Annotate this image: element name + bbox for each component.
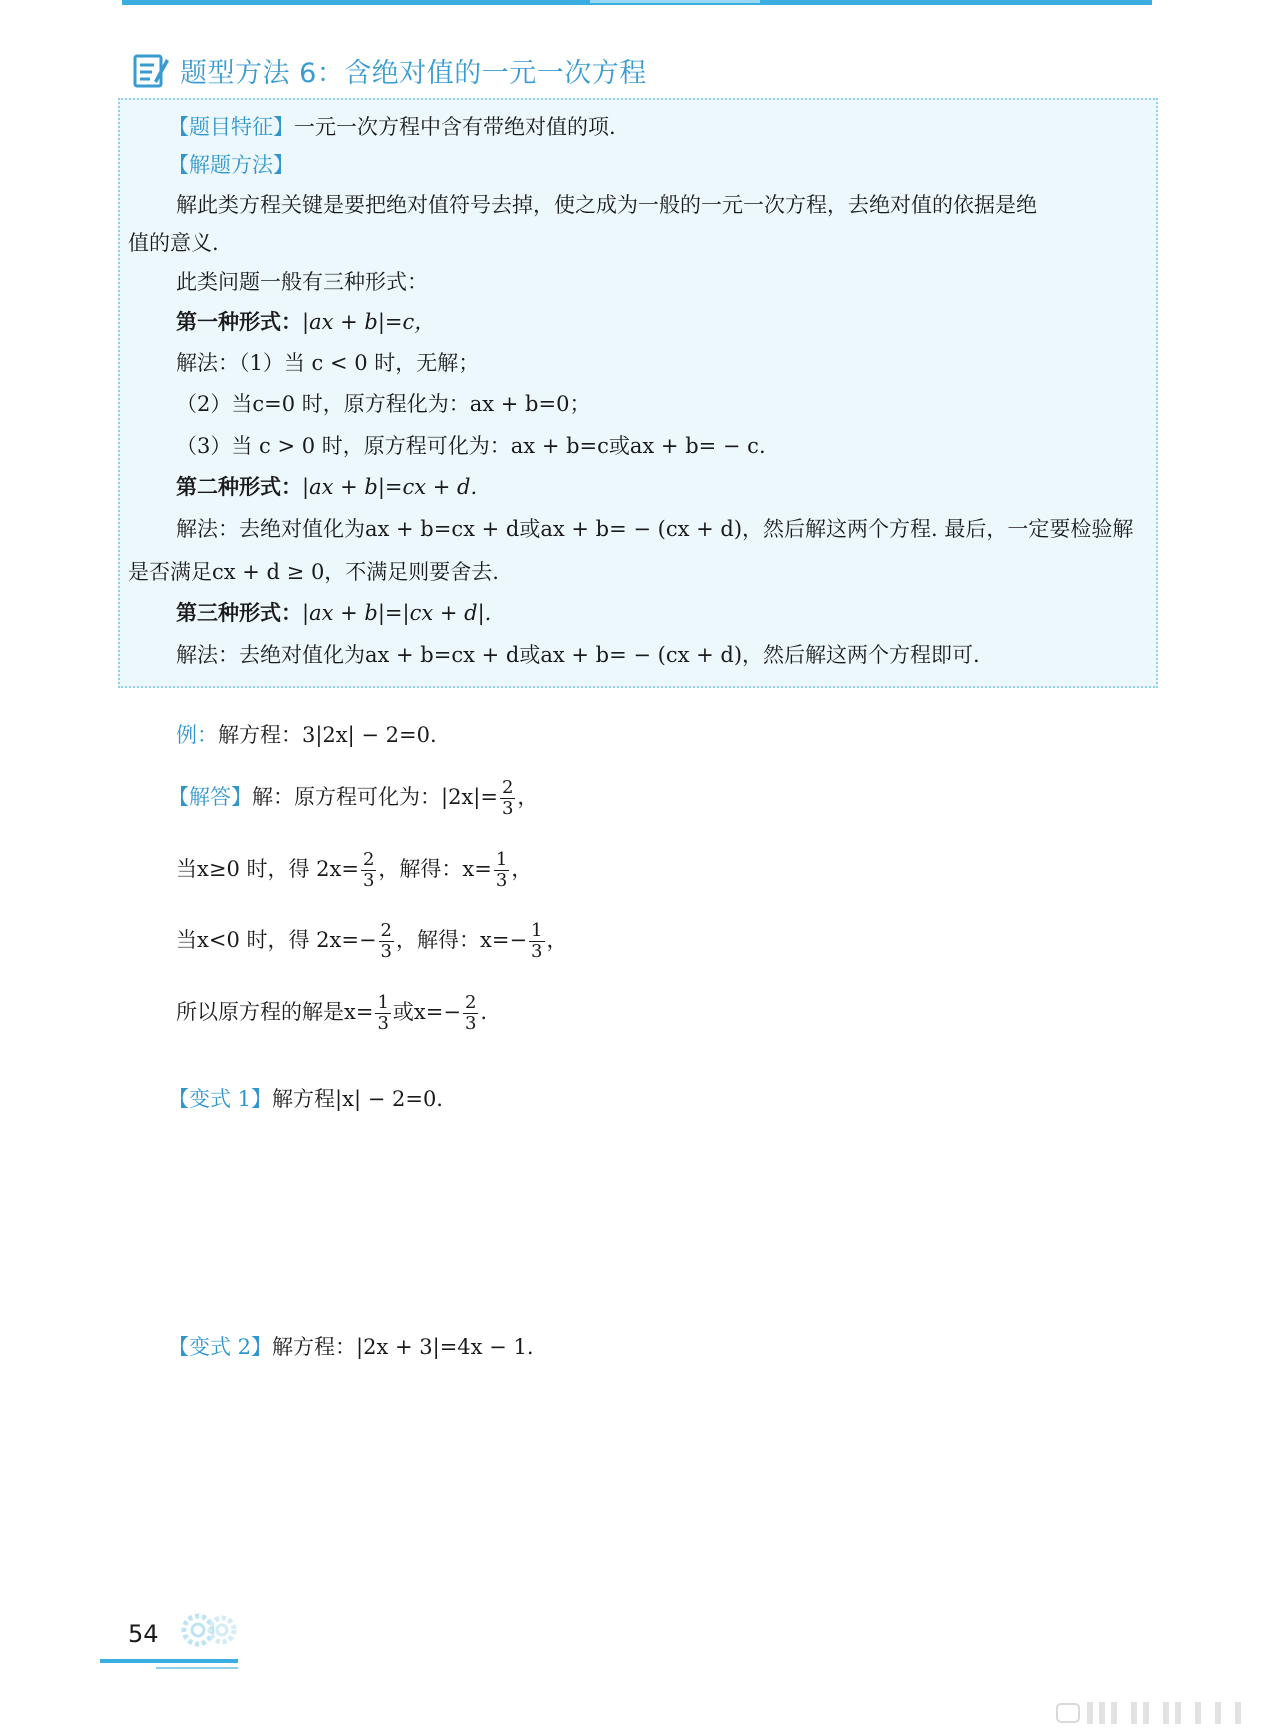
- feature-line: [168, 112, 616, 142]
- example-tag: 例：: [176, 723, 218, 747]
- form2-expr: |ax + b|=cx + d.: [302, 475, 478, 499]
- answer-line-2: 当x≥0 时，得 2x= $\frac{2}{3}$ ，解得：x= $\frac{1}{3}$ ，: [176, 849, 533, 891]
- answer-tag: 【解答】: [168, 785, 252, 809]
- method-tag: 【解题方法】: [168, 153, 294, 177]
- form2-label: 第二种形式：: [176, 474, 302, 499]
- form3-label: 第三种形式：: [176, 600, 302, 625]
- form2-line: [176, 472, 477, 502]
- fraction: $\frac{1}{3}$: [531, 920, 543, 962]
- footer-rule-secondary: [156, 1667, 238, 1669]
- section-title: 题型方法 6：含绝对值的一元一次方程: [180, 57, 647, 89]
- gear-decoration-icon: [176, 1605, 240, 1655]
- fraction: $\frac{1}{3}$: [495, 849, 508, 891]
- variant-2-line: [168, 1332, 534, 1362]
- form1-case3: （3）当 c > 0 时，原方程可化为：ax + b=c或ax + b= − c.: [176, 434, 766, 458]
- variant-2-tag: 【变式 2】: [168, 1335, 273, 1359]
- feature-tag: 【题目特征】: [168, 115, 294, 139]
- example-problem-line: [176, 720, 437, 750]
- answer-line-4: 所以原方程的解是x= $\frac{1}{3}$ 或x=− $\frac{2}{3}$ .: [176, 992, 488, 1034]
- form1-case1: 解法：（1）当 c < 0 时，无解；: [176, 351, 480, 375]
- feature-text: 一元一次方程中含有带绝对值的项.: [294, 115, 616, 139]
- paragraph-1-line-2: 值的意义.: [128, 231, 219, 255]
- fraction: $\frac{1}{3}$: [377, 992, 389, 1034]
- variant-2-text: 解方程：|2x + 3|=4x − 1.: [272, 1335, 534, 1359]
- paragraph-2: 此类问题一般有三种形式：: [176, 270, 428, 294]
- form3-solution: 解法：去绝对值化为ax + b=cx + d或ax + b= − (cx + d)，然后解这两个方程即可.: [176, 643, 980, 667]
- fraction: $\frac{2}{3}$: [380, 920, 392, 962]
- variant-1-tag: 【变式 1】: [168, 1087, 273, 1111]
- answer-lead: 解：原方程可化为：|2x|=: [252, 785, 498, 809]
- form1-expr: |ax + b|=c，: [302, 310, 436, 334]
- section-header: [132, 50, 647, 90]
- answer-line-3: 当x<0 时，得 2x=− $\frac{2}{3}$ ，解得：x=− $\frac{1}{3}$ ，: [176, 920, 568, 962]
- example-problem: 解方程：3|2x| − 2=0.: [218, 723, 437, 747]
- fraction: $\frac{2}{3}$: [362, 849, 375, 891]
- fraction: $\frac{2}{3}$: [464, 992, 477, 1034]
- variant-1-text: 解方程|x| − 2=0.: [272, 1087, 443, 1111]
- edit-note-icon: [132, 51, 170, 89]
- form1-label: 第一种形式：: [176, 309, 302, 334]
- form3-line: [176, 598, 491, 628]
- form1-line: [176, 307, 435, 337]
- form1-case2: （2）当c=0 时，原方程化为：ax + b=0；: [176, 392, 591, 416]
- answer-line-1: 【解答】解：原方程可化为：|2x|= $\frac{2}{3}$ ，: [168, 777, 539, 819]
- footer-rule: [100, 1659, 238, 1663]
- page-number: 54: [128, 1620, 159, 1648]
- top-bar-mark: [590, 0, 760, 3]
- watermark-logo: [1055, 1700, 1255, 1726]
- variant-1-line: [168, 1084, 443, 1114]
- form3-expr: |ax + b|=|cx + d|.: [302, 601, 492, 625]
- method-tag-line: [168, 150, 294, 180]
- paragraph-1-line-1: 解此类方程关键是要把绝对值符号去掉，使之成为一般的一元一次方程，去绝对值的依据是绝: [176, 193, 1037, 217]
- form2-solution-line-1: 解法：去绝对值化为ax + b=cx + d或ax + b= − (cx + d)，然后解这两个方程. 最后，一定要检验解: [176, 517, 1134, 541]
- fraction: $\frac{2}{3}$: [501, 777, 514, 819]
- form2-solution-line-2: 是否满足cx + d ≥ 0，不满足则要舍去.: [128, 560, 499, 584]
